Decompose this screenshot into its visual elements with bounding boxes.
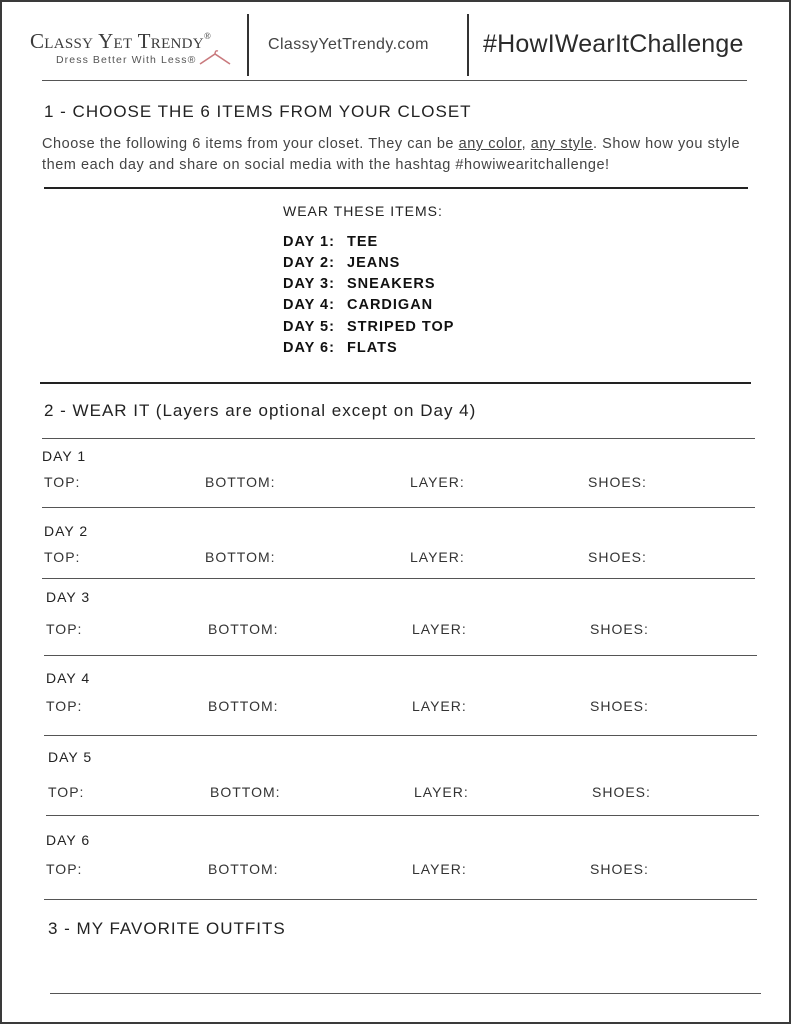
section2-title: 2 - WEAR IT (Layers are optional except on Day 4) [44, 401, 477, 420]
day-1-layer-field[interactable]: LAYER: [410, 474, 465, 490]
wear-item [283, 297, 433, 313]
wear-item-day: DAY 1: [283, 234, 335, 250]
day-6-bottom-field[interactable]: BOTTOM: [208, 861, 279, 877]
wear-item-day: DAY 3: [283, 276, 335, 292]
section1-rule [44, 187, 748, 189]
day-3-top-field[interactable]: TOP: [46, 621, 83, 637]
section2-rule [42, 438, 755, 439]
day-1-label: DAY 1 [42, 448, 87, 464]
header-rule [42, 80, 747, 81]
wear-item-day: DAY 5: [283, 319, 335, 335]
day-1-shoes-field[interactable]: SHOES: [588, 474, 647, 490]
day-4-label: DAY 4 [46, 670, 91, 686]
day-5-rule [46, 815, 759, 816]
wear-item [283, 319, 454, 335]
day-3-shoes-field[interactable]: SHOES: [590, 621, 649, 637]
day-6-rule [44, 899, 757, 900]
section1-intro [42, 134, 754, 176]
day-5-label: DAY 5 [48, 749, 93, 765]
brand-logo [30, 29, 211, 54]
brand-reg-mark: ® [203, 31, 212, 41]
day-5-bottom-field[interactable]: BOTTOM: [210, 784, 281, 800]
day-3-bottom-field[interactable]: BOTTOM: [208, 621, 279, 637]
challenge-hashtag: #HowIWearItChallenge [483, 30, 744, 58]
intro-any-style: any style [530, 136, 593, 152]
day-3-layer-field[interactable]: LAYER: [412, 621, 467, 637]
section2-top-rule [40, 382, 751, 384]
day-2-bottom-field[interactable]: BOTTOM: [205, 549, 276, 565]
wear-item-day: DAY 4: [283, 297, 335, 313]
day-6-top-field[interactable]: TOP: [46, 861, 83, 877]
hanger-icon [198, 50, 232, 66]
day-2-label: DAY 2 [44, 523, 89, 539]
day-2-layer-field[interactable]: LAYER: [410, 549, 465, 565]
intro-text-1: Choose the following 6 items from your closet. They can be [42, 136, 459, 152]
day-3-label: DAY 3 [46, 589, 91, 605]
wear-item [283, 340, 398, 356]
brand-tagline: Dress Better With Less® [56, 54, 197, 66]
day-2-shoes-field[interactable]: SHOES: [588, 549, 647, 565]
day-6-label: DAY 6 [46, 832, 91, 848]
intro-any-color: any color [458, 136, 522, 152]
day-4-top-field[interactable]: TOP: [46, 698, 83, 714]
wear-item-day: DAY 6: [283, 340, 335, 356]
wear-item-name: STRIPED TOP [347, 319, 455, 335]
intro-text-3: . Show how you style them each day and share on social media with the hashtag #howiwearitchallenge! [42, 136, 741, 173]
wear-item [283, 255, 400, 271]
day-6-shoes-field[interactable]: SHOES: [590, 861, 649, 877]
wear-item-name: TEE [347, 234, 379, 250]
website-link[interactable]: ClassyYetTrendy.com [268, 36, 429, 53]
wear-item-day: DAY 2: [283, 255, 335, 271]
wear-items-heading: WEAR THESE ITEMS: [283, 203, 443, 219]
wear-item [283, 234, 378, 250]
day-1-bottom-field[interactable]: BOTTOM: [205, 474, 276, 490]
wear-item [283, 276, 436, 292]
favorite-outfits-line[interactable] [50, 993, 761, 994]
brand-name: Classy Yet Trendy [30, 29, 204, 53]
day-5-layer-field[interactable]: LAYER: [414, 784, 469, 800]
day-4-shoes-field[interactable]: SHOES: [590, 698, 649, 714]
day-2-top-field[interactable]: TOP: [44, 549, 81, 565]
header-divider-right [467, 14, 469, 76]
day-6-layer-field[interactable]: LAYER: [412, 861, 467, 877]
day-5-shoes-field[interactable]: SHOES: [592, 784, 651, 800]
wear-item-name: JEANS [347, 255, 401, 271]
day-5-top-field[interactable]: TOP: [48, 784, 85, 800]
intro-text-2: , [521, 136, 531, 152]
day-1-top-field[interactable]: TOP: [44, 474, 81, 490]
day-2-rule [42, 578, 755, 579]
wear-item-name: SNEAKERS [347, 276, 436, 292]
day-4-bottom-field[interactable]: BOTTOM: [208, 698, 279, 714]
day-4-rule [44, 735, 757, 736]
section3-title: 3 - MY FAVORITE OUTFITS [48, 919, 286, 938]
day-3-rule [44, 655, 757, 656]
wear-item-name: FLATS [347, 340, 398, 356]
header-divider-left [247, 14, 249, 76]
day-4-layer-field[interactable]: LAYER: [412, 698, 467, 714]
day-1-rule [42, 507, 755, 508]
section1-title: 1 - CHOOSE THE 6 ITEMS FROM YOUR CLOSET [44, 102, 472, 121]
wear-item-name: CARDIGAN [347, 297, 434, 313]
